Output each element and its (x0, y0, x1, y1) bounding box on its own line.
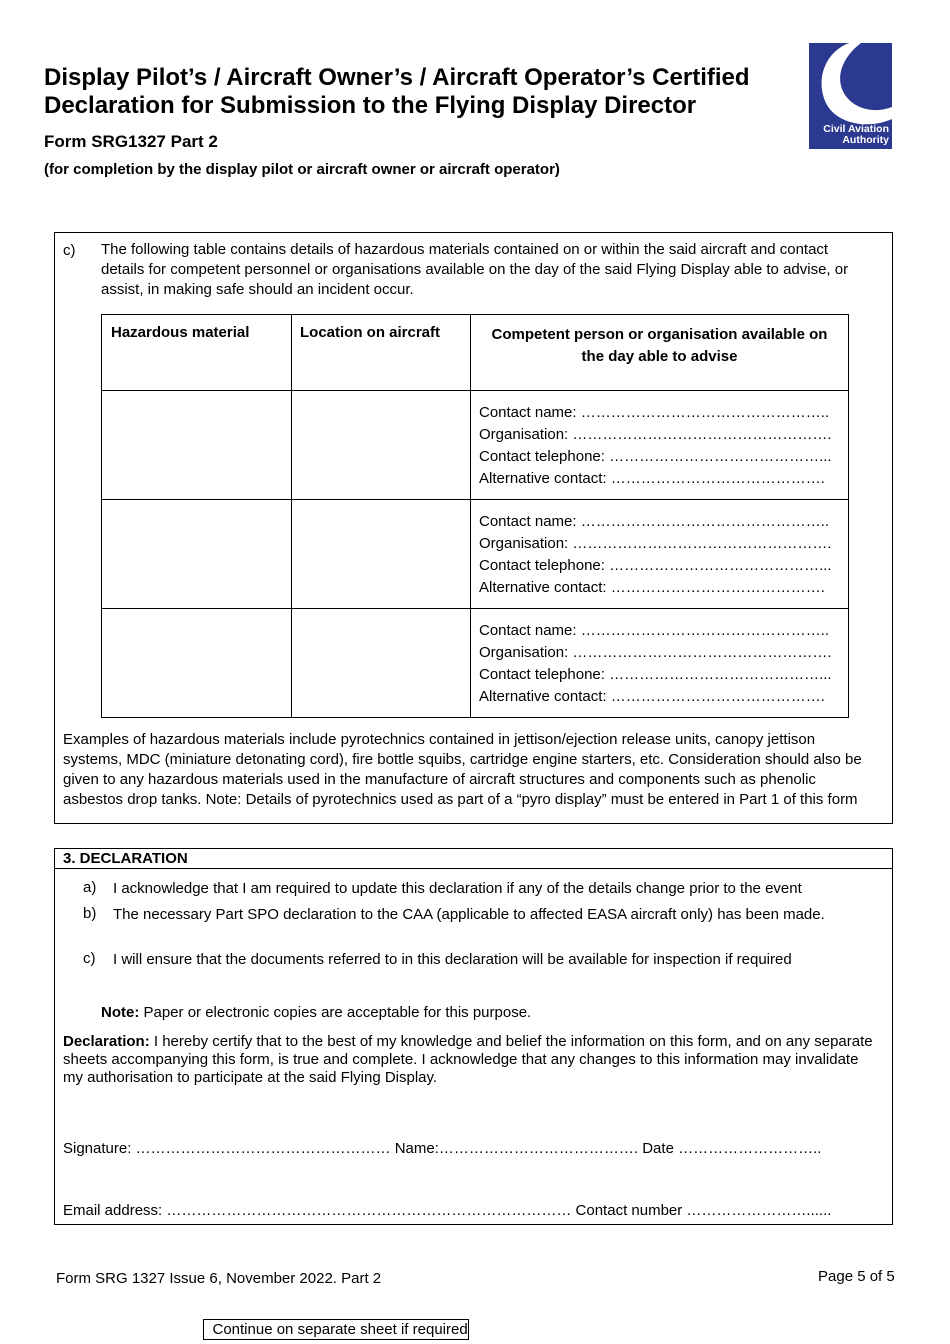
contact-cell[interactable] (471, 609, 849, 718)
location-cell[interactable] (292, 609, 471, 718)
declaration-label: Declaration: (63, 1033, 150, 1050)
note-text: Paper or electronic copies are acceptable for this purpose. (139, 1004, 532, 1021)
declaration-item-marker: c) (83, 950, 96, 967)
location-cell[interactable] (292, 500, 471, 609)
contact-telephone-line: Contact telephone: ……………………………………... (479, 666, 832, 683)
alternative-contact-line: Alternative contact: ……………………………………. (479, 470, 825, 487)
location-cell[interactable] (292, 391, 471, 500)
header-hazardous-material: Hazardous material (102, 315, 292, 391)
declaration-item-text: I acknowledge that I am required to update this declaration if any of the details change prior to the event (113, 880, 802, 897)
contact-cell[interactable] (471, 500, 849, 609)
table-header-row (102, 315, 849, 391)
declaration-header (55, 849, 892, 869)
logo-text-line-1: Civil Aviation (823, 123, 889, 135)
hazardous-material-cell[interactable] (102, 391, 292, 500)
hazardous-material-cell[interactable] (102, 609, 292, 718)
signature-name-date-field[interactable]: Signature: …………………………………………… Name:…………………………………. Date ……………………….. (63, 1140, 822, 1157)
title-line-1: Display Pilot’s / Aircraft Owner’s / Aircraft Operator’s Certified (44, 64, 750, 91)
declaration-text: I hereby certify that to the best of my knowledge and belief the information on this form, and on any separate sheets accompanying this form, is true and complete. I acknowledge that any changes to this information may invalidate my authorisation to participate at the said Flying Display. (63, 1033, 873, 1086)
declaration-item-text: The necessary Part SPO declaration to the CAA (applicable to affected EASA aircraft only) has been made. (113, 906, 825, 923)
note-paragraph (101, 1004, 531, 1021)
declaration-heading: 3. DECLARATION (63, 850, 188, 867)
contact-telephone-line: Contact telephone: ……………………………………... (479, 557, 832, 574)
organisation-line: Organisation: ……………………………………………. (479, 644, 832, 661)
continue-note-row (102, 718, 849, 719)
contact-cell[interactable] (471, 391, 849, 500)
header-location-on-aircraft: Location on aircraft (292, 315, 471, 391)
logo-text-line-2: Authority (842, 134, 889, 146)
form-subtitle: (for completion by the display pilot or aircraft owner or aircraft operator) (44, 161, 560, 178)
organisation-line: Organisation: ……………………………………………. (479, 535, 832, 552)
section-c-text: The following table contains details of hazardous materials contained on or within the said aircraft and contact details for competent personnel or organisations available on the day of the said Flying Display able to advise, or assist, in making safe should an incident occur. (101, 241, 849, 298)
contact-name-line: Contact name: ………………………………………….. (479, 513, 830, 530)
form-number: Form SRG1327 Part 2 (44, 132, 218, 151)
email-contact-field[interactable]: Email address: ……………………………………………………………………… Contact number ……………………...... (63, 1202, 832, 1219)
continue-note: Continue on separate sheet if required (203, 1319, 469, 1340)
declaration-item-marker: b) (83, 905, 97, 922)
hazardous-material-cell[interactable] (102, 500, 292, 609)
alternative-contact-line: Alternative contact: ……………………………………. (479, 579, 825, 596)
alternative-contact-line: Alternative contact: ……………………………………. (479, 688, 825, 705)
table-row (102, 609, 849, 718)
page-title (44, 64, 814, 120)
declaration-paragraph (63, 1033, 875, 1087)
declaration-item-text: I will ensure that the documents referred to in this declaration will be available for inspection if required (113, 951, 792, 968)
contact-telephone-line: Contact telephone: ……………………………………... (479, 448, 832, 465)
organisation-line: Organisation: ……………………………………………. (479, 426, 832, 443)
contact-name-line: Contact name: ………………………………………….. (479, 622, 830, 639)
note-label: Note: (101, 1004, 140, 1021)
caa-logo (809, 43, 892, 149)
hazardous-examples-text: Examples of hazardous materials include pyrotechnics contained in jettison/ejection release units, canopy jettison systems, MDC (miniature detonating cord), fire bottle squibs, cartridge engine starters, etc. Consideration should also be given to any hazardous materials used in the manufacture of aircraft structures and components such as phenolic asbestos drop tanks. Note: Details of pyrotechnics used as part of a “pyro display” must be entered in Part 1 of this form (63, 731, 862, 808)
table-row (102, 391, 849, 500)
footer-page-number: Page 5 of 5 (818, 1268, 895, 1285)
declaration-item-marker: a) (83, 879, 97, 896)
header-competent-person: Competent person or organisation available on the day able to advise (471, 315, 849, 391)
title-line-2: Declaration for Submission to the Flying Display Director (44, 92, 697, 119)
section-c-marker: c) (63, 242, 76, 259)
contact-name-line: Contact name: ………………………………………….. (479, 404, 830, 421)
table-row (102, 500, 849, 609)
footer-form-issue: Form SRG 1327 Issue 6, November 2022. Part 2 (56, 1270, 382, 1287)
